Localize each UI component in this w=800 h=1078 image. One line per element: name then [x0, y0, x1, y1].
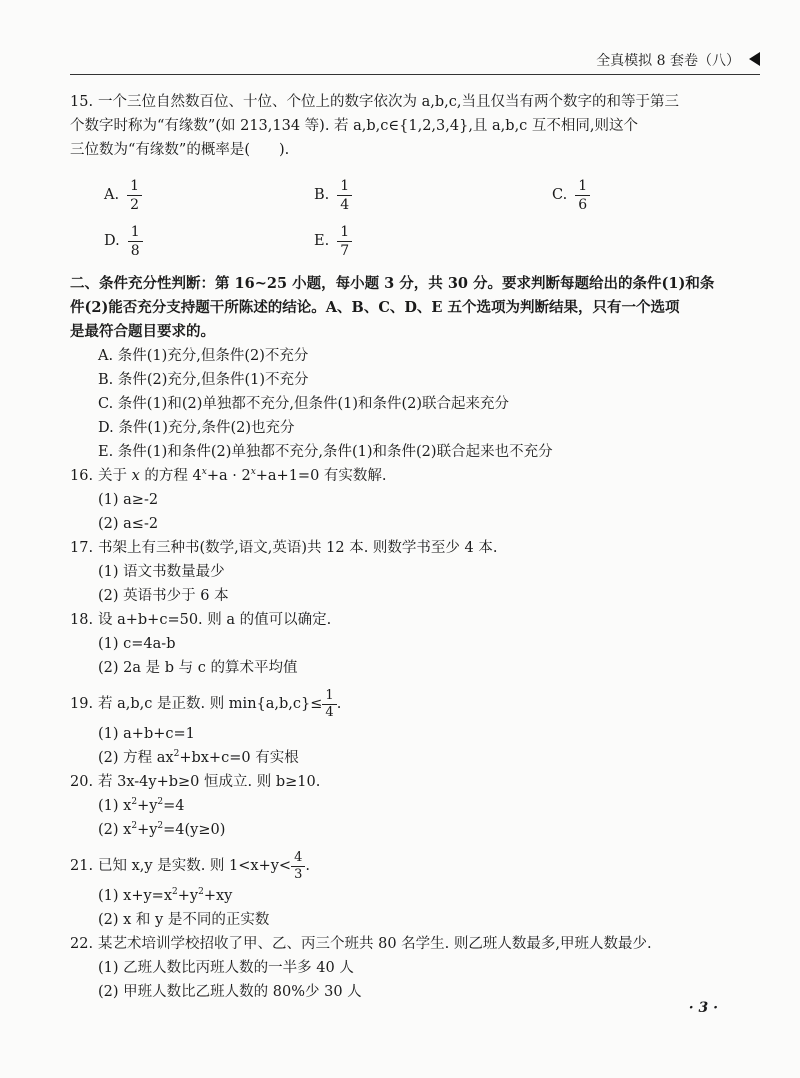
section-heading — [70, 272, 760, 344]
question-21: 21. 已知 x,y 是实数. 则 1<x+y< $\frac{4}{3}$ . (1) $x+y=x^2+y^2+xy$ (2) x 和 y 是不同的正实数 — [70, 848, 760, 932]
section-text-line: 是最符合题目要求的。 — [70, 323, 215, 340]
fraction: $\frac{1}{6}$ — [575, 177, 590, 214]
question-number: 19. — [70, 696, 94, 712]
condition-2: (2) 方程 $ax^2+bx+c=0$ 有实根 — [98, 749, 299, 766]
page-number: · 3 · — [688, 1000, 718, 1016]
condition-1: (1) 乙班人数比丙班人数的一半多 40 人 — [98, 960, 354, 976]
option-a: A. $\frac{1}{2}$ — [104, 172, 314, 218]
condition-1: (1) a≥-2 — [98, 492, 159, 508]
question-17: 17. 书架上有三种书(数学,语文,英语)共 12 本. 则数学书至少 4 本. (1) 语文书数量最少 (2) 英语书少于 6 本 — [70, 536, 760, 608]
fraction: $\frac{1}{7}$ — [337, 223, 352, 260]
condition-1: (1) $x^2+y^2=4$ — [98, 797, 185, 814]
condition-1: (1) 语文书数量最少 — [98, 564, 225, 580]
section-text-line: 条件充分性判断：第 16~25 小题，每小题 3 分，共 30 分。要求判断每题给出的条件(1)和条 — [99, 275, 715, 292]
question-number: 16. — [70, 468, 94, 484]
question-18: 18. 设 a+b+c=50. 则 a 的值可以确定. (1) c=4a-b (2) 2a 是 b 与 c 的算术平均值 — [70, 608, 760, 680]
question-text-line: 三位数为“有缘数”的概率是( ). — [70, 142, 290, 158]
question-number: 17. — [70, 540, 94, 556]
question-22: 22. 某艺术培训学校招收了甲、乙、丙三个班共 80 名学生. 则乙班人数最多,甲班人数最少. (1) 乙班人数比丙班人数的一半多 40 人 (2) 甲班人数比乙班人数的 80%少 30 人 — [70, 932, 760, 1004]
question-16: 16. 关于 x 的方程 $4^x+a \cdot 2^x+a+1=0$ 有实数解. (1) a≥-2 (2) a≤-2 — [70, 464, 760, 536]
question-number: 22. — [70, 936, 94, 952]
header-rule — [70, 74, 760, 75]
condition-2: (2) x 和 y 是不同的正实数 — [98, 912, 270, 928]
judgment-choice: D. 条件(1)充分,条件(2)也充分 — [98, 420, 295, 436]
answer-options — [70, 172, 760, 264]
question-number: 15. — [70, 94, 94, 110]
condition-2: (2) a≤-2 — [98, 516, 159, 532]
option-c: C. $\frac{1}{6}$ — [552, 172, 752, 218]
condition-2: (2) $x^2+y^2=4(y\ge 0)$ — [98, 821, 226, 838]
condition-1: (1) $x+y=x^2+y^2+xy$ — [98, 887, 233, 904]
judgment-choice: A. 条件(1)充分,但条件(2)不充分 — [98, 348, 309, 364]
condition-2: (2) 2a 是 b 与 c 的算术平均值 — [98, 660, 298, 676]
page-content — [70, 90, 760, 1004]
section-label: 二、 — [70, 275, 99, 292]
question-number: 18. — [70, 612, 94, 628]
condition-1: (1) c=4a-b — [98, 636, 176, 652]
fraction: $\frac{1}{4}$ — [337, 177, 352, 214]
question-20: 20. 若 3x-4y+b≥0 恒成立. 则 b≥10. (1) $x^2+y^2=4$ (2) $x^2+y^2=4(y\ge 0)$ — [70, 770, 760, 842]
judgment-choice: E. 条件(1)和条件(2)单独都不充分,条件(1)和条件(2)联合起来也不充分 — [98, 444, 553, 460]
question-number: 21. — [70, 858, 94, 874]
question-text-line: 个数字时称为“有缘数”(如 213,134 等). 若 a,b,c∈{1,2,3,4},且 a,b,c 互不相同,则这个 — [70, 118, 639, 134]
running-header-title: 全真模拟 8 套卷（八） — [596, 53, 740, 69]
option-e: E. $\frac{1}{7}$ — [314, 218, 552, 264]
judgment-choice: B. 条件(2)充分,但条件(1)不充分 — [98, 372, 309, 388]
question-19: 19. 若 a,b,c 是正数. 则 min{a,b,c}≤ $\frac{1}{4}$ . (1) a+b+c=1 (2) 方程 $ax^2+bx+c=0$ 有实根 — [70, 686, 760, 770]
judgment-choice: C. 条件(1)和(2)单独都不充分,但条件(1)和条件(2)联合起来充分 — [98, 396, 510, 412]
header-arrow-icon — [749, 52, 760, 66]
condition-2: (2) 英语书少于 6 本 — [98, 588, 229, 604]
fraction: $\frac{1}{8}$ — [128, 223, 143, 260]
question-text-line: 一个三位自然数百位、十位、个位上的数字依次为 a,b,c,当且仅当有两个数字的和等于第三 — [98, 94, 679, 110]
fraction: $\frac{4}{3}$ — [291, 850, 305, 883]
condition-1: (1) a+b+c=1 — [98, 726, 195, 742]
fraction: $\frac{1}{4}$ — [322, 688, 336, 721]
option-b: B. $\frac{1}{4}$ — [314, 172, 552, 218]
condition-2: (2) 甲班人数比乙班人数的 80%少 30 人 — [98, 984, 362, 1000]
section-text-line: 件(2)能否充分支持题干所陈述的结论。A、B、C、D、E 五个选项为判断结果，只有一个选项 — [70, 299, 680, 316]
fraction: $\frac{1}{2}$ — [127, 177, 142, 214]
question-number: 20. — [70, 774, 94, 790]
question-15 — [70, 90, 760, 264]
judgment-choices — [70, 344, 760, 464]
option-d: D. $\frac{1}{8}$ — [104, 218, 314, 264]
